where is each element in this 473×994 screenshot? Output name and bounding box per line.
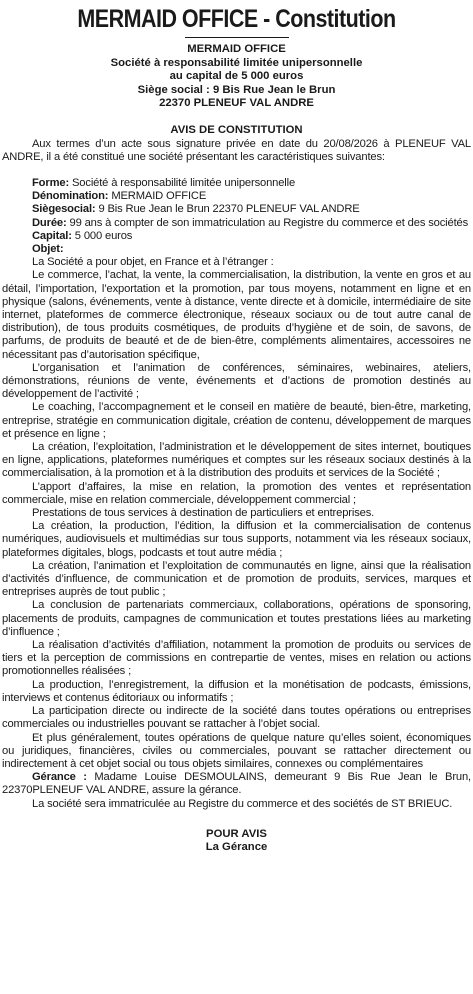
field-label: Durée: [32,216,67,229]
objet-item: Prestations de tous services à destination de particuliers et entreprises. [32,507,375,520]
notice-intro: Aux termes d’un acte sous signature privée en date du 20/08/2026 à PLENEUF VAL ANDRE, il a été constitué une société présentant les caractéristiques suivantes: [2,137,471,163]
field-value: MERMAID OFFICE [108,190,207,203]
field-label: Dénomination: [32,190,109,203]
signature-line: POUR AVIS [206,827,267,840]
objet-item: La production, l’enregistrement, la diffusion et la monétisation de podcasts, émissions, interviews et contenus éditoriaux ou informatifs ; [2,678,471,704]
field-label: Siègesocial: [32,203,96,216]
field-value: 9 Bis Rue Jean le Brun 22370 PLENEUF VAL ANDRE [95,203,360,216]
objet-intro: La Société a pour objet, en France et à l’étranger : [32,256,274,269]
field-value: 5 000 euros [71,229,133,242]
page-title: MERMAID OFFICE - Constitution [77,5,396,33]
company-seat: Siège social : 9 Bis Rue Jean le Brun [137,83,336,96]
field-gerance [2,771,471,797]
objet-item: Le commerce, l’achat, la vente, la commercialisation, la distribution, la vente en gros et au détail, l’importation, l’exportation et la promotion, par tous moyens, notamment en ligne et en physique (salons, événements, vente à distance, vente directe et à domicile, intermédiaire de site internet, plateformes de commerce électronique, réseaux sociaux ou de tout autre canal de distribution), de tous produits cosmétiques, de produits d’hygiène et de soin, de savons, de parfums, de produits de beauté et de de bien-être, compléments alimentaires, accessoires ne nécessitant pas d’autorisation spécifique, [2,269,471,361]
company-form: Société à responsabilité limitée unipersonnelle [110,56,363,69]
field-value: Madame Louise DESMOULAINS, demeurant 9 Bis Rue Jean le Brun, 22370PLENEUF VAL ANDRE, assure la gérance. [2,771,472,797]
field-denomination [2,190,471,203]
field-capital [2,230,471,243]
objet-item: La réalisation d’activités d’affiliation, notamment la promotion de produits ou services de tiers et la perception de commissions en contrepartie de ventes, mises en relation ou actions promotionnelles réalisées ; [2,639,471,678]
objet-item: La conclusion de partenariats commerciaux, collaborations, opérations de sponsoring, placements de produits, campagnes de communication et toutes prestations liées au marketing d’influence ; [2,599,471,638]
field-value: Société à responsabilité limitée unipersonnelle [69,176,296,189]
company-name: MERMAID OFFICE [187,43,286,55]
notice-heading: AVIS DE CONSTITUTION [170,123,303,136]
title-divider [185,37,289,38]
signature [2,828,471,855]
immatriculation-text: La société sera immatriculée au Registre du commerce et des sociétés de ST BRIEUC. [32,797,453,810]
objet-item: Le coaching, l’accompagnement et le conseil en matière de beauté, bien-être, marketing, entreprise, stratégie en communication digitale, création de contenu, développement de marques et présence en ligne ; [2,401,471,440]
company-capital: au capital de 5 000 euros [169,70,304,83]
field-value: 99 ans à compter de son immatriculation au Registre du commerce et des sociétés [66,216,469,229]
company-city: 22370 PLENEUF VAL ANDRE [159,97,314,110]
objet-item: L’apport d’affaires, la mise en relation, la promotion des ventes et représentation commerciale, mise en relation commerciale, développement commercial ; [2,480,471,506]
field-forme [2,177,471,190]
signature-line: La Gérance [205,841,268,854]
field-objet [2,243,471,256]
objet-item: L’organisation et l’animation de conférences, séminaires, webinaires, ateliers, démonstrations, réunions de vente, événements et d’actions de promotion destinés au développement de l’activité ; [2,361,471,401]
spacer [2,164,471,177]
field-label: Capital: [32,229,72,242]
company-header [2,43,471,111]
objet-item: La création, l’exploitation, l’administration et le développement de sites internet, boutiques en ligne, applications, plateformes numériques et comptes sur les réseaux sociaux destinés à la commercialisation, à la promotion et à la distribution des produits et services de la Société ; [2,441,471,480]
objet-item: La création, la production, l’édition, la diffusion et la commercialisation de contenus numériques, audiovisuels et multimédias sur tous supports, notamment via les réseaux sociaux, plateformes digitales, blogs, podcasts et tout autre média ; [2,520,471,559]
objet-item: La participation directe ou indirecte de la société dans toutes opérations ou entreprises commerciales ou industrielles pouvant se rattacher à l’objet social. [2,705,471,731]
objet-item: Et plus généralement, toutes opérations de quelque nature qu’elles soient, économiques ou juridiques, financières, civiles ou commerciales, pouvant se rattacher directement ou indirectement à cet objet social ou tous objets similaires, connexes ou complémentaires [2,731,471,770]
field-label: Objet: [32,242,64,255]
field-duree [2,217,471,230]
notice-body [2,138,471,811]
field-siege [2,203,471,216]
field-label: Forme: [32,176,70,189]
field-label: Gérance : [32,771,87,784]
objet-item: La création, l’animation et l’exploitation de communautés en ligne, ainsi que la réalisation d’activités d’influence, de communication et de promotion de produits, services, marques et entreprises auprès de tout public ; [2,559,471,599]
